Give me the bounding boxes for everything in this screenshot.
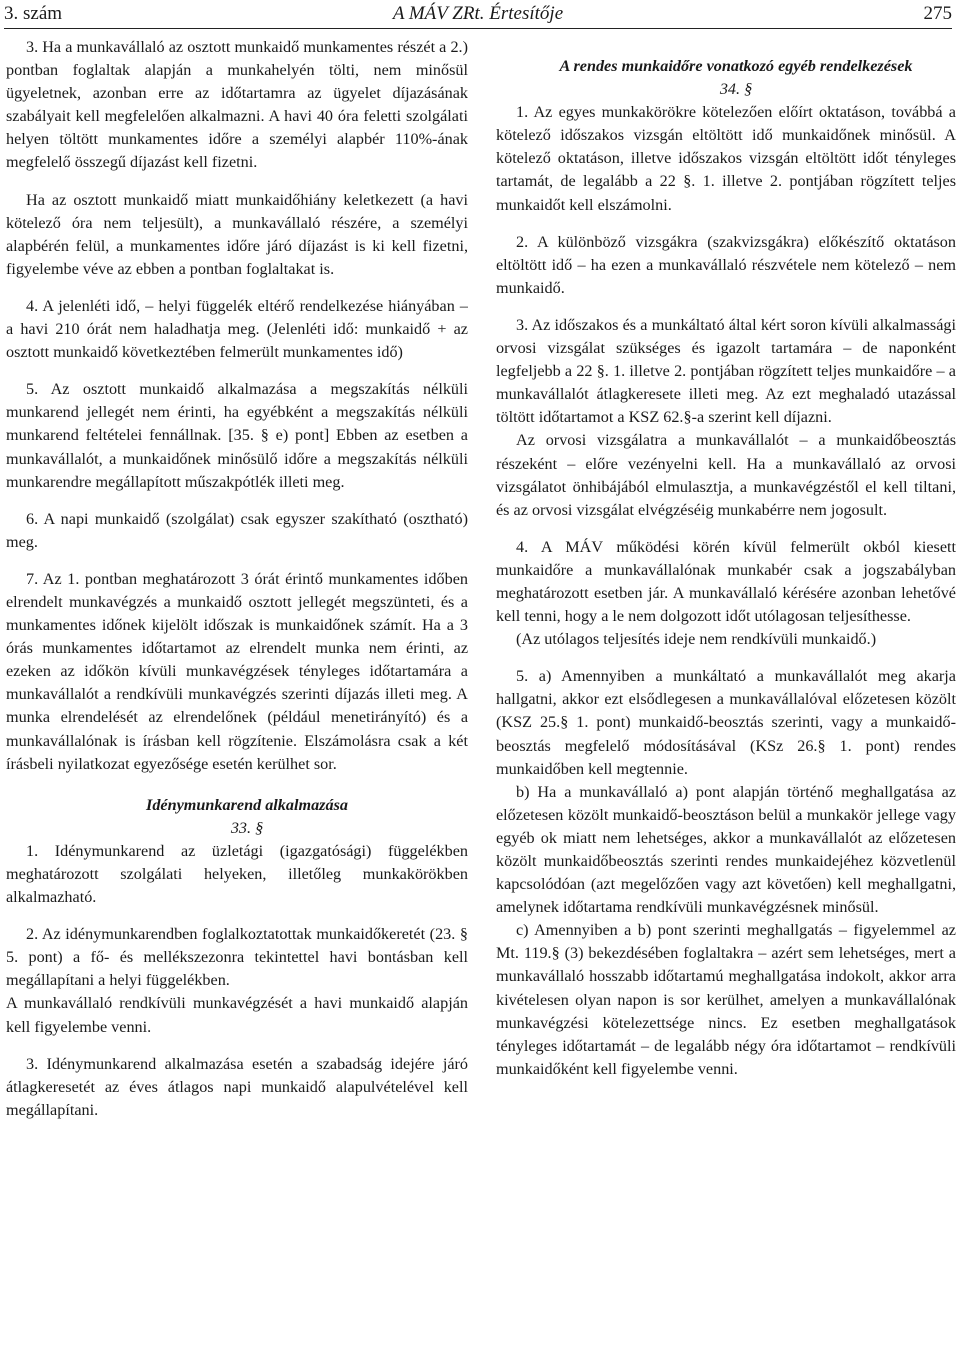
paragraph: b) Ha a munkavállaló a) pont alapján történő meghallgatása az előzetesen közölt munkaidő-beosztáson belül a munkakör jellege vagy egyéb ok miatt nem lehetséges, akkor a munkavállalót az előzetesen közölt munkaidőbeosztás szerinti rendes munkaidejéhez közvetlenül kapcsolódóan (azt megelőzően vagy azt követően) kell meghallgatni, amelynek időtartama rendkívüli munkavégzésnek minősül. [496,782,956,917]
paragraph: 4. A jelenléti idő, – helyi függelék eltérő rendelkezése hiányában – a havi 210 órát nem haladhatja meg. (Jelenléti idő: munkaidő + az osztott munkaidő következtében felmerült munkamentes idő) [6,296,468,362]
paragraph: 7. Az 1. pontban meghatározott 3 órát érintő munkamentes időben elrendelt munkavégzés a munkaidő osztott jellegét megszünteti, és a munkamentes időnek kijelölt időszak is munkaidőnek számít. Ha a 3 órás munkamentes időtartamot az elrendelt munka nem érinti, az ezeken az időkön kívüli munkavégzések tényleges időtartamára a munkavállalót a rendkívüli munkavégzés szerinti díjazás illeti meg. A munka elrendelését az elrendelőnek (például menetirányító) és a munkavállalónak is írásban kell rögzítenie. Elszámolásra csak a két írásbeli nyilatkozat egyezősége esetén kerülhet sor. [6,569,468,773]
paragraph: 5. Az osztott munkaidő alkalmazása a megszakítás nélküli munkarend jellegét nem érinti, ha egyébként a megszakítás nélküli munkarend feltételei fennállnak. [35. § e) pont] Ebben az esetben a munkavállalót, a munkaidőnek minősülő időre a megszakítás nélküli munkarendre megállapított műszakpótlék illeti meg. [6,380,468,491]
section-number: 34. § [719,80,753,99]
paragraph: 4. A MÁV működési körén kívül felmerült okból kiesett munkaidőre a munkavállalónak munkabér csak a jogszabályban meghatározott esetben jár. A munkavállaló kérésére azonban lehetővé kell tenni, hogy a le nem dolgozott időt utólagosan teljesíthesse. [496,537,956,626]
paragraph: 2. A különböző vizsgákra (szakvizsgákra) előkészítő oktatáson eltöltött idő – ha ezen a munkavállaló részvétele nem kötelező – nem munkaidő. [496,232,956,297]
paragraph: 6. A napi munkaidő (szolgálat) csak egyszer szakítható (osztható) meg. [6,509,468,551]
paragraph: 1. Idénymunkarend az üzletági (igazgatósági) függelékben meghatározott szolgálati helyeken, illetőleg munkakörökben alkalmazható. [6,841,468,907]
paragraph: c) Amennyiben a b) pont szerinti meghallgatás – figyelemmel az Mt. 119.§ (3) bekezdésében foglaltakra – azért sem lehetséges, mert a munkavállaló hosszabb időtartamú meghallgatása indokolt, akkor arra kivételesen olyan napon is sor kerülhet, amelyen a munkavállalónak munkavégzési kötelezettsége nincs. Ez esetben meghallgatások tényleges időtartamát – de legalább négy óra időtartamot – rendkívüli munkaidőként kell figyelembe venni. [496,921,956,1078]
paragraph: 3. Ha a munkavállaló az osztott munkaidő munkamentes részét a 2.) pontban foglaltak alapján a munkahelyén tölti, nem minősül ügyeletnek, azonban erre az időtartamra az ügyelet díjazásának szabályait kell megfelelően alkalmazni. A havi 40 óra feletti szolgálati helyen töltött munkamentes időre a személyi alapbér 110%-ának megfelelő összegű díjazást kell fizetni. [6,38,468,172]
paragraph: 1. Az egyes munkakörökre kötelezően előírt oktatáson, továbbá a kötelező időszakos vizsgán eltöltött idő munkaidőnek minősül. A kötelező oktatáson, illetve időszakos vizsgán eltöltött időt tényleges tartamát, de legalább a 22 §. 1. illetve 2. pontjában rögzített teljes munkaidőt kell elszámolni. [496,103,956,214]
page-number: 275 [923,3,952,24]
paragraph: Az orvosi vizsgálatra a munkavállalót – a munkaidőbeosztás részeként – előre vezényelni kell. Ha a munkavállaló az orvosi vizsgálatot önhibájából elmulasztja, a munkavégzéstől el kell tiltani, és az orvosi vizsgálat elvégzéséig munkabérre nem jogosult. [496,431,956,519]
paragraph: Ha az osztott munkaidő miatt munkaidőhiány keletkezett (a havi kötelező óra nem teljesült), a munkavállaló részére, a személyi alapbérén felül, a munkamentes időre járó díjazást is ki kell fizetni, figyelembe véve az ebben a pontban foglaltakat is. [6,190,468,278]
section-title: A rendes munkaidőre vonatkozó egyéb rendelkezések [559,57,913,75]
paragraph: 3. Idénymunkarend alkalmazása esetén a szabadság idejére járó átlagkeresetét az éves átlagos napi munkaidő alapulvételével kell megállapítani. [6,1054,468,1119]
right-column [496,36,956,1358]
paragraph: (Az utólagos teljesítés ideje nem rendkívüli munkaidő.) [516,630,877,649]
issue-label: 3. szám [4,3,63,24]
paragraph: A munkavállaló rendkívüli munkavégzését a havi munkaidő alapján kell figyelembe venni. [6,994,468,1036]
paragraph: 3. Az időszakos és a munkáltató által kért soron kívüli alkalmassági orvosi vizsgálat szükséges és igazolt tartamára – de naponként legfeljebb a 22 §. 1. illetve 2. pontjában rögzített teljes munkaidőre – a munkavállalót átlagkeresete illeti meg. Az ezt meghaladó utazással töltött időtartamot a KSZ 62.§-a szerint kell díjazni. [496,315,956,427]
section-number: 33. § [230,818,264,837]
running-head [4,2,952,29]
left-column [6,36,468,1358]
section-title: Idénymunkarend alkalmazása [146,795,348,814]
paragraph: 5. a) Amennyiben a munkáltató a munkavállalót meg akarja hallgatni, akkor ezt elsődlegesen a munkavállalóval előzetesen közölt (KSZ 25.§ 1. pont) munkaidő-beosztás szerinti, vagy a munkaidő-beosztás megfelelő módosításával (KSz 26.§ 1. pont) rendes munkaidőben kell megtennie. [496,667,956,778]
publication-title: A MÁV ZRt. Értesítője [392,3,564,24]
paragraph: 2. Az idénymunkarendben foglalkoztatottak munkaidőkeretét (23. § 5. pont) a fő- és mellékszezonra tekintettel havi bontásban kell megállapítani a helyi függelékben. [6,925,468,990]
